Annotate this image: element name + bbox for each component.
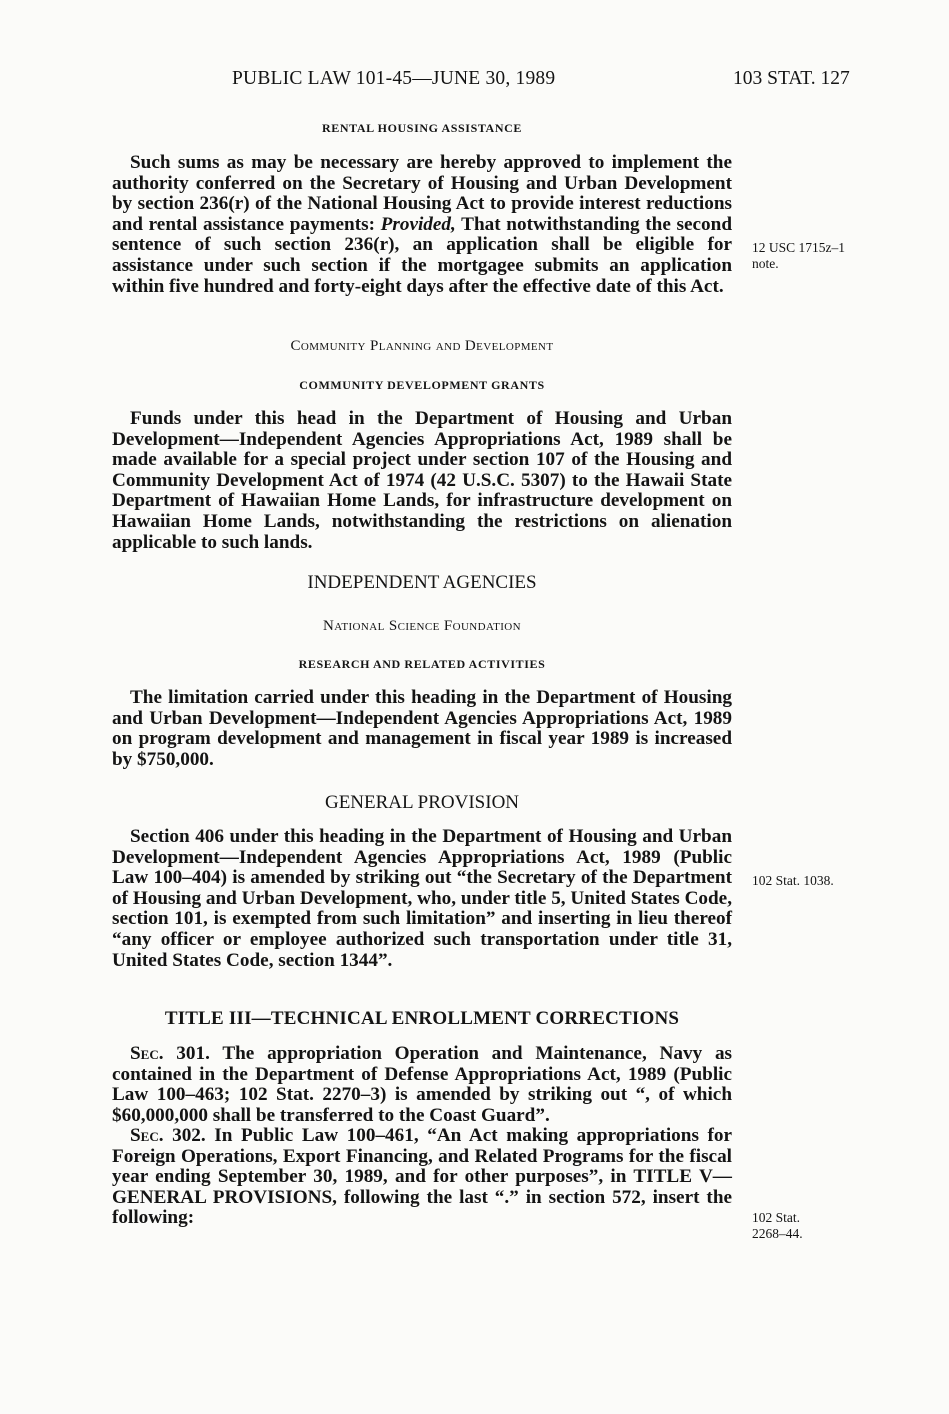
running-header-title: PUBLIC LAW 101-45—JUNE 30, 1989	[232, 68, 556, 89]
community-grants-paragraph: Funds under this head in the Department of Housing and Urban Development—Independent Agencies Appropriations Act, 1989 shall be made available for a special project under section 107 of the Housing and Community Development Act of 1974 (42 U.S.C. 5307) to the Hawaii State Department of Hawaiian Home Lands, for infrastructure development on Hawaiian Home Lands, notwithstanding the restrictions on alienation applicable to such lands.	[112, 408, 732, 553]
sec-301-paragraph	[112, 1044, 732, 1126]
research-heading: RESEARCH AND RELATED ACTIVITIES	[298, 657, 546, 671]
sec-302-label: Sec. 302.	[130, 1125, 206, 1146]
sec-301-label: Sec. 301.	[130, 1043, 210, 1064]
general-provision-heading: GENERAL PROVISION	[324, 792, 520, 813]
rental-text-b: That notwithstanding the second sentence of such section 236(r), an application shall be eligible for assistance under such section if the mortgagee submits an application within five hundred and forty-eight days after the effective date of this Act.	[112, 213, 732, 297]
rental-provided-term: Provided,	[380, 213, 456, 235]
community-grants-heading: COMMUNITY DEVELOPMENT GRANTS	[299, 378, 545, 392]
independent-agencies-heading: INDEPENDENT AGENCIES	[307, 572, 537, 593]
margin-note-102-stat-2268	[752, 1210, 803, 1242]
margin-note-12-usc	[752, 240, 845, 272]
title-iii-heading: TITLE III—TECHNICAL ENROLLMENT CORRECTIONS	[164, 1008, 680, 1029]
margin-note-12-usc-line1: 12 USC 1715z–1	[752, 240, 846, 255]
margin-note-12-usc-line2: note.	[752, 256, 779, 271]
page-number: 103 STAT. 127	[733, 68, 850, 89]
rental-housing-paragraph	[112, 153, 732, 297]
sec-301-text: The appropriation Operation and Maintenance, Navy as contained in the Department of Defense Appropriations Act, 1989 (Public Law 100–463; 102 Stat. 2270–3) is amended by striking out “, of which $60,000,000 shall be transferred to the Coast Guard”.	[112, 1043, 733, 1126]
general-provision-paragraph: Section 406 under this heading in the Department of Housing and Urban Development—Independent Agencies Appropriations Act, 1989 (Public Law 100–404) is amended by striking out “the Secretary of the Department of Housing and Urban Development, who, under title 5, United States Code, section 101, is exempted from such limitation” and inserting in lieu thereof “any officer or employee authorized such transportation under title 31, United States Code, section 1344”.	[112, 826, 732, 971]
margin-note-102-stat-2268-line2: 2268–44.	[752, 1226, 803, 1241]
margin-note-102-stat-1038: 102 Stat. 1038.	[752, 873, 834, 888]
margin-note-102-stat-2268-line1: 102 Stat.	[752, 1210, 801, 1225]
sec-302-paragraph	[112, 1126, 732, 1229]
sec-302-text: In Public Law 100–461, “An Act making appropriations for Foreign Operations, Export Financing, and Related Programs for the fiscal year ending September 30, 1989, and for other purposes”, in TITLE V—GENERAL PROVISIONS, following the last “.” in section 572, insert the following:	[112, 1125, 733, 1229]
nsf-heading: National Science Foundation	[323, 618, 521, 634]
rental-text-a: Such sums as may be necessary are hereby approved to implement the authority conferred on the Secretary of Housing and Urban Development by section 236(r) of the National Housing Act to provide interest reductions and rental assistance payments:	[112, 152, 732, 235]
research-paragraph: The limitation carried under this heading in the Department of Housing and Urban Development—Independent Agencies Appropriations Act, 1989 on program development and management in fiscal year 1989 is increased by $750,000.	[112, 687, 732, 770]
rental-housing-heading: RENTAL HOUSING ASSISTANCE	[322, 121, 522, 135]
community-planning-heading: Community Planning and Development	[290, 338, 554, 354]
